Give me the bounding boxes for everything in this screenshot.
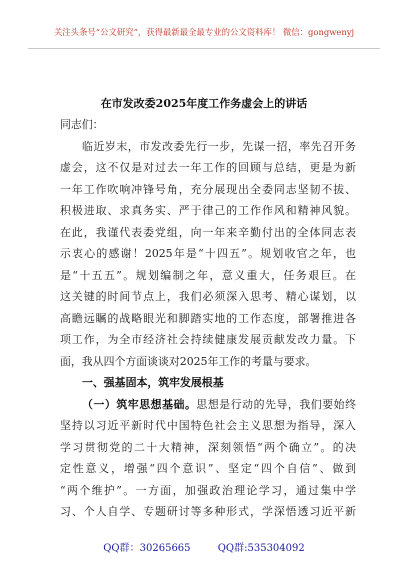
- document-title: 在市发改委2025年度工作务虚会上的讲话: [100, 97, 308, 110]
- subsection-lead: （一）筑牢思想基础。: [82, 397, 197, 411]
- paragraph-line-9: 高瞻远瞩的战略眼光和脚踏实地的工作态度，部署推进各: [60, 311, 356, 325]
- paragraph-line-6: 示衷心的感谢！2025年是“十四五”。规划收官之年，也: [60, 247, 356, 260]
- paragraph-line-4: 积极进取、求真务实、严于律己的工作作风和精神风貌。: [60, 204, 356, 217]
- paragraph-line-7: 是“十五五”。规划编制之年，意义重大，任务艰巨。在: [60, 268, 356, 282]
- header-divider: [28, 48, 380, 49]
- subsection-line-2: 坚持以习近平新时代中国特色社会主义思想为指导，深入: [60, 419, 356, 432]
- subsection-line-6: 习、个人自学、专题研讨等多种形式，学深悟透习近平新: [60, 505, 356, 518]
- subsection-line-3: 学习贯彻党的二十大精神，深刻领悟“两个确立”。的决: [60, 440, 356, 454]
- paragraph-line-10: 项工作，为全市经济社会持续健康发展贡献发改力量。下: [60, 333, 356, 346]
- document-body: [60, 114, 356, 523]
- promo-banner: 关注头条号“公文研究”，获得最新最全最专业的公文资料库！ 微信：gongwenyj: [53, 27, 355, 37]
- subsection-line-1: [60, 394, 356, 416]
- paragraph-line-2: 虚会，这不仅是对过去一年工作的回顾与总结，更是为新: [60, 161, 356, 174]
- salutation: 同志们：: [60, 118, 104, 131]
- footer-qq-group-2: QQ群:535304092: [217, 543, 305, 554]
- paragraph-line-1: 临近岁末，市发改委先行一步，先谋一招，率先召开务: [82, 139, 356, 153]
- paragraph-line-5: 在此，我谨代表委党组，向一年来辛勤付出的全体同志表: [60, 225, 356, 239]
- section-heading: 一、强基固本，筑牢发展根基: [82, 376, 224, 389]
- subsection-line-4: 定性意义，增强“四个意识”、坚定“四个自信”、做到: [60, 462, 356, 475]
- paragraph-line-8: 这关键的时间节点上，我们必须深入思考、精心谋划，以: [60, 290, 356, 303]
- paragraph-line-3: 一年工作吹响冲锋号角，充分展现出全委同志坚韧不拔、: [60, 182, 356, 196]
- subsection-line-1-text: 思想是行动的先导，我们要始终: [196, 397, 356, 411]
- footer-qq-group-1: QQ群：30265665: [103, 543, 191, 554]
- paragraph-line-11: 面，我从四个方面谈谈对2025年工作的考量与要求。: [60, 354, 317, 368]
- subsection-line-5: “两个维护”。一方面，加强政治理论学习，通过集中学: [60, 483, 356, 497]
- footer-qq-groups: [0, 539, 408, 554]
